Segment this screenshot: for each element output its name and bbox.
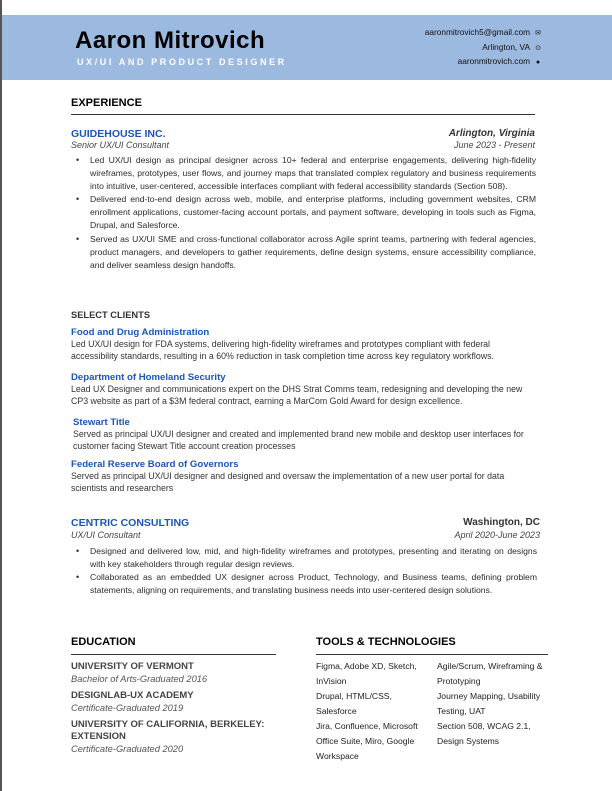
client-item: [73, 417, 528, 452]
contact-website[interactable]: [425, 55, 542, 70]
job-bullets: [90, 154, 536, 272]
candidate-name: Aaron Mitrovich: [75, 27, 266, 54]
tools-heading: TOOLS & TECHNOLOGIES: [316, 636, 456, 648]
resume-header: [2, 15, 612, 80]
bullet: • Delivered end-to-end design across web, mobile, and enterprise platforms, including government websites, CRM enrollment applications, customer-facing account portals, and payment software, developing in tools such as Figma, Drupal, and Salesforce.: [90, 193, 536, 232]
degree: Bachelor of Arts-Graduated 2016: [71, 674, 208, 684]
website-text: aaronmitrovich.com: [457, 56, 530, 67]
tool-item: Figma, Adobe XD, Sketch, InVision: [316, 661, 417, 686]
bullet: • Collaborated as an embedded UX designer across Product, Technology, and Business teams, defining problem statements, aligning on requirements, and translating business needs into user-centered design solutions.: [90, 571, 537, 597]
school-name: UNIVERSITY OF CALIFORNIA, BERKELEY: EXTENSION: [71, 719, 265, 742]
education-heading: EDUCATION: [71, 636, 136, 648]
client-item: [71, 327, 536, 362]
client-name: Food and Drug Administration: [71, 327, 210, 338]
bullet: • Designed and delivered low, mid, and high-fidelity wireframes and prototypes, presenting and iterating on designs with key stakeholders through regular design reviews.: [90, 545, 537, 571]
client-desc: Led UX/UI design for FDA systems, delivering high-fidelity wireframes and prototypes compliant with federal accessibility standards, resulting in a 60% reduction in task completion time across key regulatory workflows.: [71, 339, 494, 361]
client-desc: Served as principal UX/UI designer and designed and oversaw the implementation of a new user portal for data scientists and researchers: [71, 471, 505, 493]
location-text: Arlington, VA: [482, 41, 530, 52]
experience-heading: EXPERIENCE: [71, 97, 142, 109]
tool-item: Journey Mapping, Usability Testing, UAT: [437, 691, 541, 716]
tool-item: Drupal, HTML/CSS, Salesforce: [316, 691, 392, 716]
client-desc: Lead UX Designer and communications expert on the DHS Strat Comms team, redesigning and developing the new CP3 website as part of a $3M federal contract, earning a MarCom Gold Award for design excellence.: [71, 384, 523, 406]
job-location: Arlington, Virginia: [448, 128, 535, 139]
job-role: Senior UX/UI Consultant: [71, 140, 170, 150]
contact-info: [425, 26, 542, 70]
contact-location: [425, 41, 542, 56]
contact-email[interactable]: [425, 26, 542, 41]
job-role: UX/UI Consultant: [71, 530, 141, 540]
bullet: • Led UX/UI design as principal designer across 10+ federal and enterprise engagements, delivering high-fidelity wireframes, prototypes, user flows, and journey maps that translated complex regulatory and business requirements into intuitive, user-centered, accessible interfaces compliant with federal accessibility standards (Section 508).: [90, 154, 536, 193]
client-desc: Served as principal UX/UI designer and created and implemented brand new mobile and desktop user interfaces for customer facing Stewart Title account creation processes: [73, 429, 524, 451]
tool-item: Section 508, WCAG 2.1, Design Systems: [437, 721, 531, 746]
divider: [71, 114, 535, 115]
tool-item: Jira, Confluence, Microsoft Office Suite, Miro, Google Workspace: [316, 721, 418, 761]
client-item: [71, 459, 536, 494]
clients-heading: SELECT CLIENTS: [71, 310, 151, 320]
bullet: • Served as UX/UI SME and cross-functional collaborator across Agile sprint teams, partnering with federal agencies, product managers, and developers to gather requirements, define design systems, ensure accessibility compliance, and deliver seamless design handoffs.: [90, 233, 536, 272]
globe-icon: ●: [535, 59, 541, 67]
job-bullets: [90, 545, 537, 597]
client-item: [71, 372, 536, 407]
job-location: Washington, DC: [463, 517, 540, 528]
company-name: CENTRIC CONSULTING: [71, 517, 190, 529]
envelope-icon: ✉: [535, 30, 541, 37]
school-name: DESIGNLAB-UX ACADEMY: [71, 690, 194, 701]
client-name: Federal Reserve Board of Governors: [71, 459, 239, 470]
client-name: Department of Homeland Security: [71, 372, 226, 383]
job-dates: June 2023 - Present: [453, 140, 535, 150]
divider: [71, 654, 276, 655]
tool-item: Agile/Scrum, Wireframing & Prototyping: [437, 661, 543, 686]
company-name: GUIDEHOUSE INC.: [71, 128, 166, 140]
degree: Certificate-Graduated 2019: [71, 703, 184, 713]
page-edge: [0, 0, 2, 791]
divider: [316, 654, 548, 655]
email-text: aaronmitrovich5@gmail.com: [424, 27, 530, 37]
client-name: Stewart Title: [73, 417, 130, 428]
degree: Certificate-Graduated 2020: [71, 744, 184, 754]
education-list: [71, 661, 281, 755]
location-pin-icon: ⊙: [535, 44, 541, 52]
job-dates: April 2020-June 2023: [454, 530, 540, 540]
school-name: UNIVERSITY OF VERMONT: [71, 661, 194, 672]
candidate-title: UX/UI AND PRODUCT DESIGNER: [77, 57, 287, 67]
